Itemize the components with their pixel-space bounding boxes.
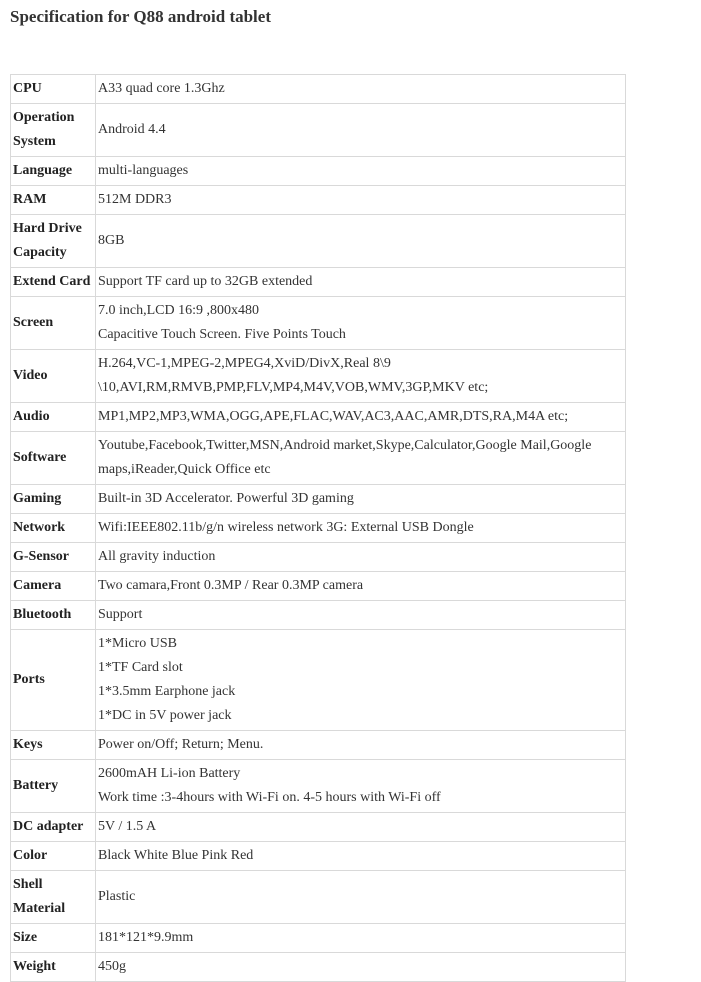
spec-label: Camera (11, 572, 96, 601)
spec-value-line: Android 4.4 (98, 122, 166, 137)
spec-label: Battery (11, 760, 96, 813)
spec-value-line: 1*Micro USB (98, 636, 177, 651)
spec-value-line: Wifi:IEEE802.11b/g/n wireless network 3G: External USB Dongle (98, 520, 474, 535)
spec-value-line: Plastic (98, 889, 136, 904)
spec-row (11, 297, 626, 350)
spec-row (11, 485, 626, 514)
spec-value (96, 104, 626, 157)
spec-value-line: 1*DC in 5V power jack (98, 708, 232, 723)
spec-value-line: 8GB (98, 233, 125, 248)
spec-value-line: H.264,VC-1,MPEG-2,MPEG4,XviD/DivX,Real 8\9 (98, 356, 391, 371)
spec-value (96, 350, 626, 403)
spec-value (96, 268, 626, 297)
spec-label: Gaming (11, 485, 96, 514)
spec-value-line: A33 quad core 1.3Ghz (98, 81, 225, 96)
spec-label: Keys (11, 731, 96, 760)
spec-label: Operation System (11, 104, 96, 157)
spec-row (11, 731, 626, 760)
spec-label: DC adapter (11, 813, 96, 842)
spec-value-line: 7.0 inch,LCD 16:9 ,800x480 (98, 303, 259, 318)
spec-label: CPU (11, 75, 96, 104)
spec-value (96, 543, 626, 572)
spec-value-line: Two camara,Front 0.3MP / Rear 0.3MP camera (98, 578, 364, 593)
spec-row (11, 953, 626, 982)
spec-value (96, 75, 626, 104)
spec-value (96, 731, 626, 760)
spec-label: Language (11, 157, 96, 186)
spec-label: Shell Material (11, 871, 96, 924)
spec-label: Software (11, 432, 96, 485)
spec-row (11, 572, 626, 601)
spec-label: Size (11, 924, 96, 953)
spec-label: Extend Card (11, 268, 96, 297)
spec-value (96, 924, 626, 953)
spec-value-line: MP1,MP2,MP3,WMA,OGG,APE,FLAC,WAV,AC3,AAC,AMR,DTS,RA,M4A etc; (98, 409, 569, 424)
spec-row (11, 813, 626, 842)
spec-value-line: maps,iReader,Quick Office etc (98, 462, 271, 477)
spec-label: Network (11, 514, 96, 543)
spec-value (96, 432, 626, 485)
spec-row (11, 432, 626, 485)
spec-value-line: 1*3.5mm Earphone jack (98, 684, 236, 699)
spec-row (11, 350, 626, 403)
spec-value-line: Built-in 3D Accelerator. Powerful 3D gaming (98, 491, 354, 506)
spec-label: Screen (11, 297, 96, 350)
spec-value-line: Power on/Off; Return; Menu. (98, 737, 264, 752)
spec-value (96, 601, 626, 630)
spec-row (11, 630, 626, 731)
spec-value-line: 450g (98, 959, 126, 974)
spec-value-line: multi-languages (98, 163, 189, 178)
spec-row (11, 75, 626, 104)
spec-value-line: 181*121*9.9mm (98, 930, 194, 945)
spec-value-line: Black White Blue Pink Red (98, 848, 254, 863)
spec-label: Ports (11, 630, 96, 731)
spec-row (11, 543, 626, 572)
spec-value (96, 157, 626, 186)
spec-value-line: Support (98, 607, 143, 622)
spec-value-line: Work time :3-4hours with Wi-Fi on. 4-5 hours with Wi-Fi off (98, 790, 441, 805)
spec-label: RAM (11, 186, 96, 215)
spec-row (11, 842, 626, 871)
spec-row (11, 601, 626, 630)
spec-value (96, 572, 626, 601)
spec-value-line: 2600mAH Li-ion Battery (98, 766, 241, 781)
spec-label: Video (11, 350, 96, 403)
spec-value-line: \10,AVI,RM,RMVB,PMP,FLV,MP4,M4V,VOB,WMV,3GP,MKV etc; (98, 380, 489, 395)
spec-row (11, 871, 626, 924)
spec-label: Audio (11, 403, 96, 432)
spec-value (96, 297, 626, 350)
spec-value-line: 512M DDR3 (98, 192, 172, 207)
spec-label: G-Sensor (11, 543, 96, 572)
spec-value (96, 630, 626, 731)
spec-row (11, 268, 626, 297)
spec-value (96, 403, 626, 432)
spec-label: Weight (11, 953, 96, 982)
spec-label: Color (11, 842, 96, 871)
spec-value-line: All gravity induction (98, 549, 216, 564)
spec-label: Hard Drive Capacity (11, 215, 96, 268)
spec-row (11, 760, 626, 813)
spec-value (96, 186, 626, 215)
spec-value (96, 215, 626, 268)
spec-value-line: Youtube,Facebook,Twitter,MSN,Android market,Skype,Calculator,Google Mail,Google (98, 438, 592, 453)
spec-row (11, 514, 626, 543)
spec-value (96, 953, 626, 982)
spec-row (11, 157, 626, 186)
spec-value (96, 842, 626, 871)
spec-row (11, 215, 626, 268)
spec-value-line: Support TF card up to 32GB extended (98, 274, 313, 289)
spec-value-line: Capacitive Touch Screen. Five Points Touch (98, 327, 346, 342)
spec-value (96, 514, 626, 543)
spec-value (96, 813, 626, 842)
spec-value-line: 1*TF Card slot (98, 660, 183, 675)
spec-row (11, 403, 626, 432)
spec-table (10, 74, 626, 982)
spec-row (11, 104, 626, 157)
spec-label: Bluetooth (11, 601, 96, 630)
page-title: Specification for Q88 android tablet (10, 7, 271, 26)
spec-row (11, 186, 626, 215)
spec-value (96, 760, 626, 813)
spec-value (96, 871, 626, 924)
spec-row (11, 924, 626, 953)
spec-table-body (11, 75, 626, 982)
spec-value (96, 485, 626, 514)
spec-value-line: 5V / 1.5 A (98, 819, 157, 834)
